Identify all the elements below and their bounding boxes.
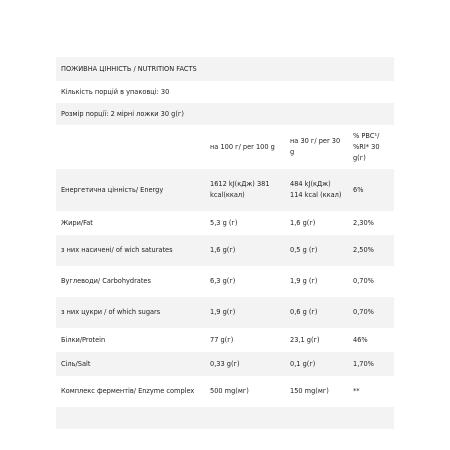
row-per100: 500 mg(мг)	[210, 387, 249, 395]
per-30-column-header: на 30 г/ per 30 g	[290, 137, 341, 156]
row-per30: 23,1 g(г)	[290, 335, 320, 344]
table-footer-cell	[56, 407, 394, 429]
row-rv: 0,70%	[353, 308, 374, 316]
servings-text: Кількість порцій в упаковці: 30	[61, 87, 170, 96]
row-per30: 0,6 g (г)	[290, 308, 318, 316]
table-row	[56, 211, 394, 235]
row-rv: 6%	[353, 185, 364, 194]
table-row	[56, 328, 394, 352]
row-label: Сіль/Salt	[61, 359, 91, 368]
row-per30: 1,6 g(г)	[290, 218, 316, 227]
table-footer-row	[56, 407, 394, 429]
serving-size-row	[56, 103, 394, 125]
per-100-column-header: на 100 г/ per 100 g	[210, 142, 275, 151]
table-row	[56, 266, 394, 297]
row-rv: 2,30%	[353, 218, 374, 227]
row-label: Вуглеводи/ Carbohydrates	[61, 277, 151, 285]
nutrition-table	[56, 57, 394, 429]
row-per100: 1612 kJ(кДж) 381 kcal(ккал)	[210, 180, 270, 199]
table-title-row	[56, 57, 394, 81]
row-label: Енергетична цінність/ Energy	[61, 185, 164, 194]
table-row	[56, 235, 394, 266]
table-title: ПОЖИВНА ЦІННІСТЬ / NUTRITION FACTS	[61, 64, 197, 73]
row-rv: 2,50%	[353, 246, 374, 254]
row-rv: 1,70%	[353, 359, 374, 368]
row-per30: 150 mg(мг)	[290, 387, 329, 395]
column-header-row	[56, 125, 394, 169]
row-per30: 1,9 g (г)	[290, 277, 318, 285]
row-per100: 6,3 g(г)	[210, 277, 236, 285]
row-rv: 46%	[353, 335, 368, 344]
row-rv: **	[353, 387, 360, 395]
table-row	[56, 376, 394, 407]
row-label: Жири/Fat	[61, 218, 93, 227]
row-per100: 5,3 g (г)	[210, 218, 238, 227]
row-label: з них цукри / of which sugars	[61, 308, 161, 316]
table-row	[56, 297, 394, 328]
row-per30: 0,5 g (г)	[290, 246, 318, 254]
label-column-header	[56, 125, 205, 169]
table-row	[56, 352, 394, 376]
row-per100: 1,9 g(г)	[210, 308, 236, 316]
reference-intake-column-header: % РВС¹/ %RI* 30 g(г)	[353, 131, 380, 162]
row-per100: 0,33 g(г)	[210, 359, 240, 368]
row-label: Комплекс ферментів/ Enzyme complex	[61, 387, 195, 395]
row-rv: 0,70%	[353, 277, 374, 285]
row-per30: 484 kJ(кДж) 114 kcal (ккал)	[290, 180, 342, 199]
row-per100: 77 g(г)	[210, 335, 234, 344]
table-row	[56, 169, 394, 211]
row-label: з них насичені/ of wich saturates	[61, 246, 173, 254]
row-per100: 1,6 g(г)	[210, 246, 236, 254]
servings-row	[56, 81, 394, 103]
row-label: Білки/Protein	[61, 335, 106, 344]
serving-size-text: Розмір порції: 2 мірні ложки 30 g(г)	[61, 109, 184, 118]
row-per30: 0,1 g(г)	[290, 359, 316, 368]
